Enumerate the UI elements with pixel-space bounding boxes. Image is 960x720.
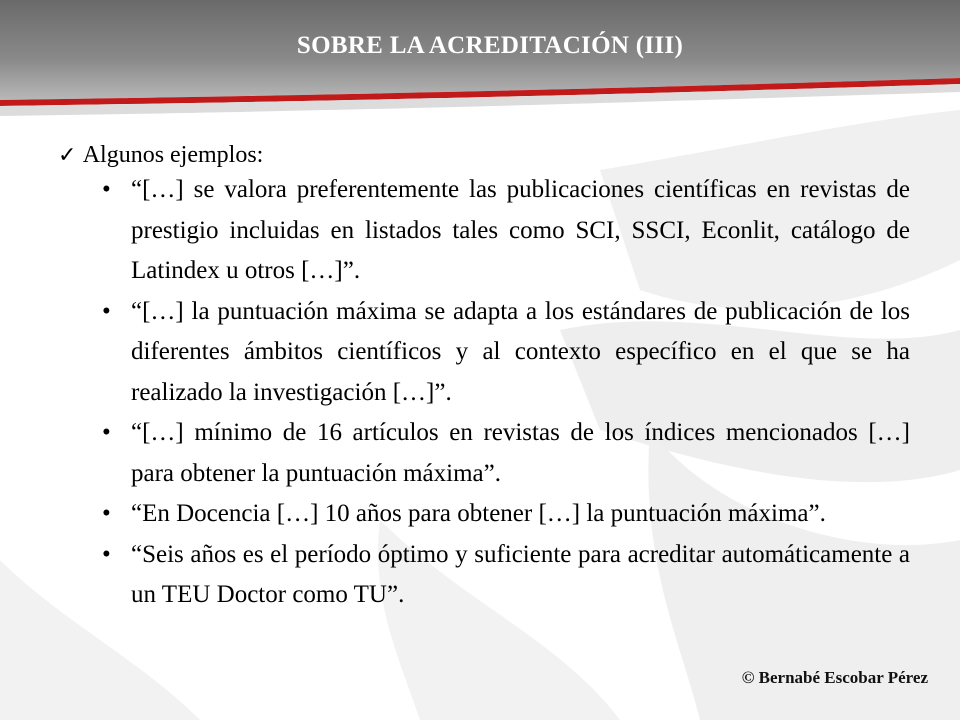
intro-item <box>58 136 263 174</box>
bullet-icon: • <box>102 297 111 325</box>
list-item-text: “Seis años es el período óptimo y suficiente para acreditar automáticamente a un TEU Doctor como TU”. <box>131 540 910 608</box>
list-item <box>102 413 910 494</box>
bullet-list <box>102 170 910 616</box>
list-item <box>102 292 910 414</box>
list-item-text: “[…] se valora preferentemente las publicaciones científicas en revistas de prestigio incluidas en listados tales como SCI, SSCI, Econlit, catálogo de Latindex u otros […]”. <box>131 176 910 284</box>
list-item <box>102 170 910 292</box>
bullet-icon: • <box>102 419 111 446</box>
list-item-text: “[…] la puntuación máxima se adapta a los estándares de publicación de los diferentes ámbitos científicos y al contexto específico en el que se ha realizado la investigación […]”. <box>131 297 910 406</box>
checkmark-icon: ✓ <box>58 142 77 167</box>
list-item <box>102 535 910 616</box>
list-item-text: “En Docencia […] 10 años para obtener […] la puntuación máxima”. <box>131 500 826 527</box>
header-band <box>0 0 960 125</box>
copyright-notice: © Bernabé Escobar Pérez <box>741 668 928 687</box>
list-item-text: “[…] mínimo de 16 artículos en revistas de los índices mencionados […] para obtener la puntuación máxima”. <box>131 419 910 487</box>
bullet-icon: • <box>102 500 111 527</box>
slide-title: SOBRE LA ACREDITACIÓN (III) <box>296 32 684 59</box>
bullet-icon: • <box>102 540 111 568</box>
intro-item-label: Algunos ejemplos: <box>82 142 264 168</box>
bullet-icon: • <box>102 176 111 203</box>
list-item <box>102 494 910 535</box>
